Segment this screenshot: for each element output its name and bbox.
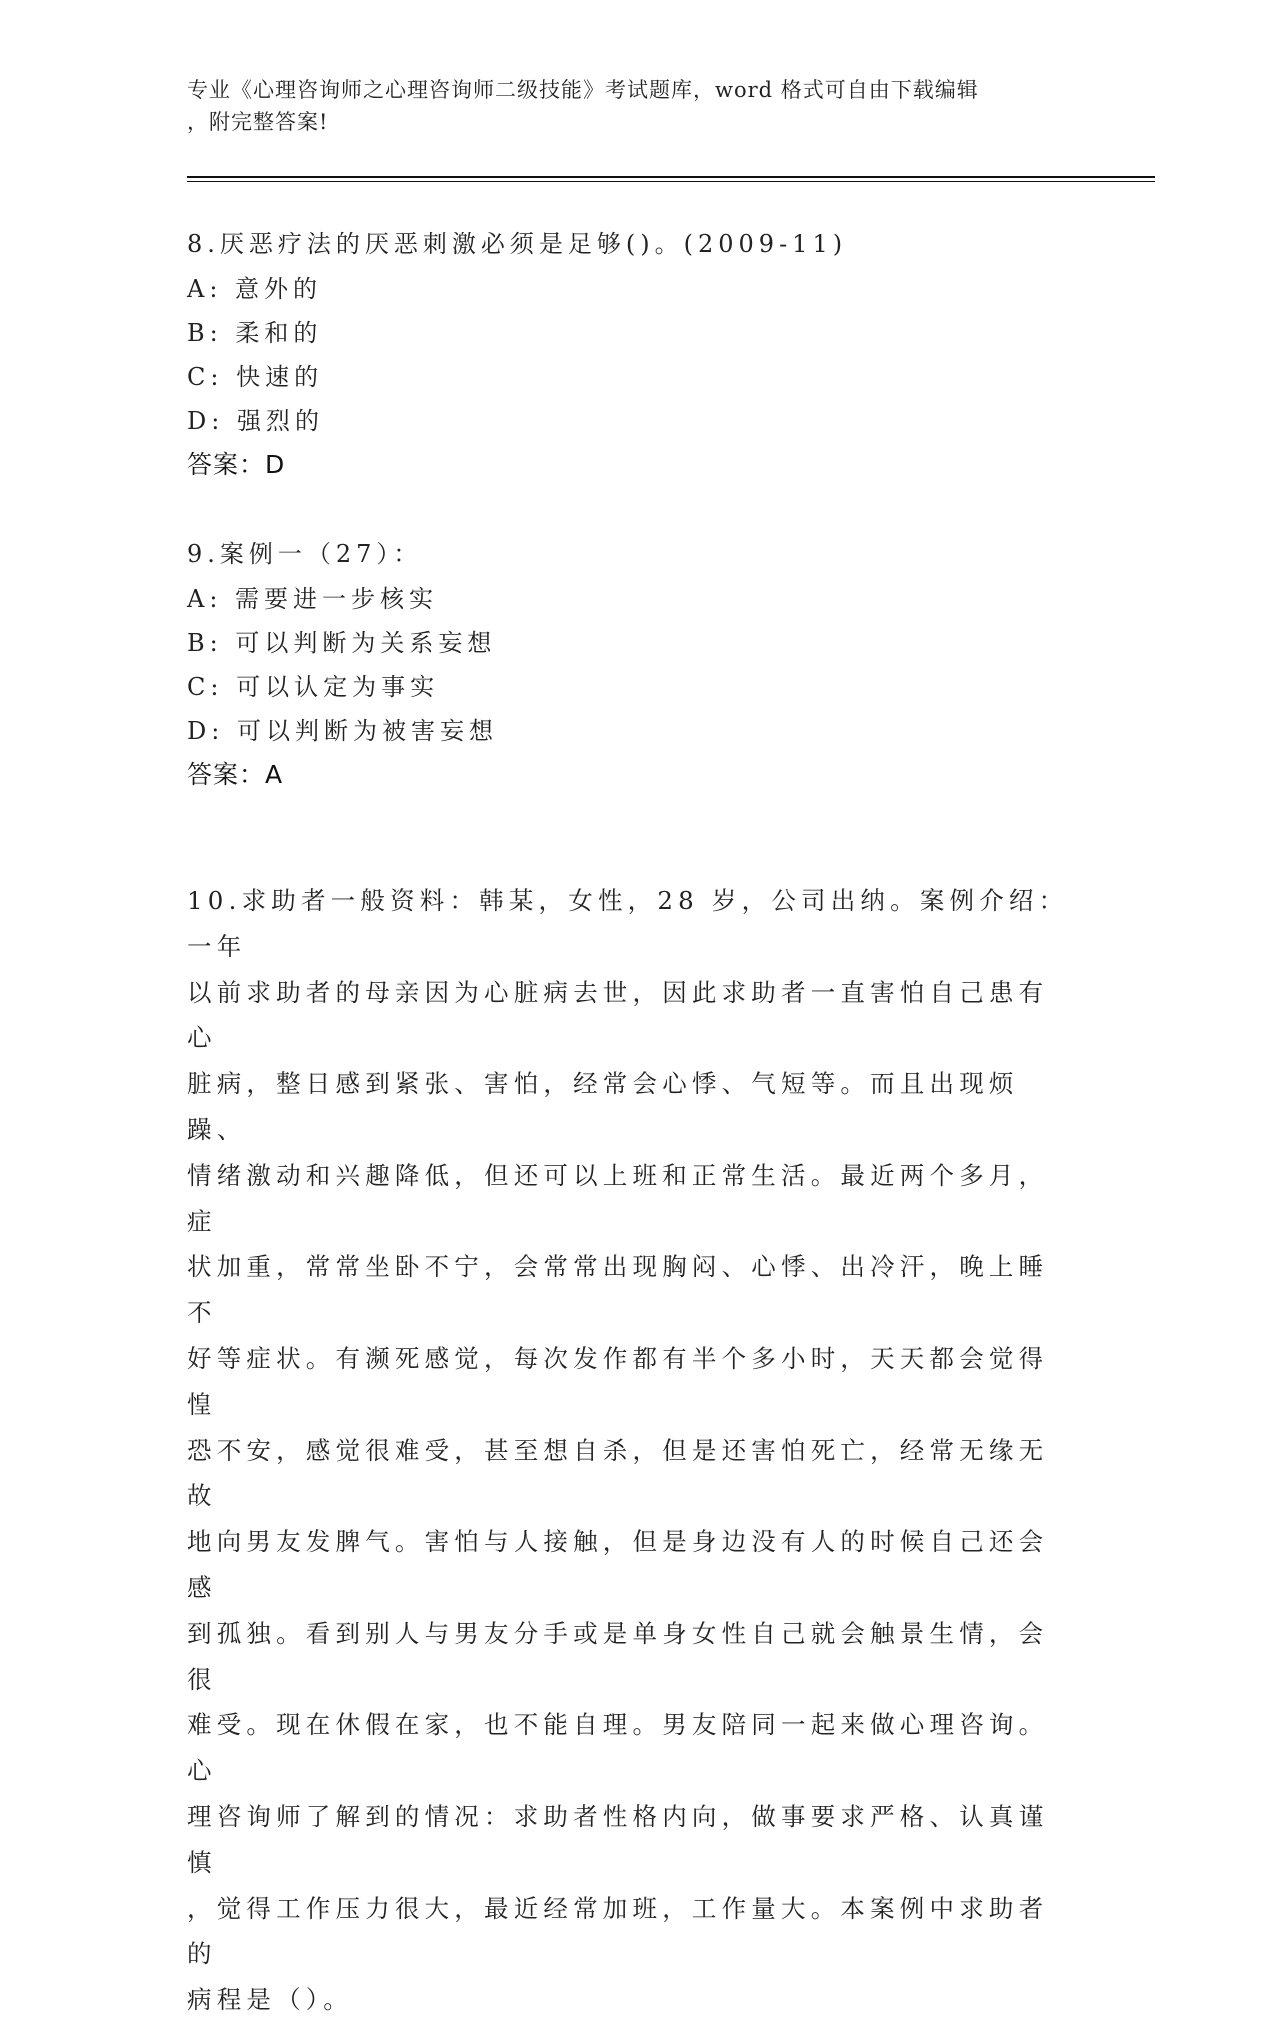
header-line-1: 专业《心理咨询师之心理咨询师二级技能》考试题库，word 格式可自由下载编辑 bbox=[187, 78, 979, 102]
option-d: D: 强烈的 bbox=[187, 407, 324, 435]
option-a: A: 意外的 bbox=[187, 275, 323, 303]
question-text-line: 好等症状。有濒死感觉，每次发作都有半个多小时，天天都会觉得惶 bbox=[187, 1343, 1049, 1419]
question-10 bbox=[187, 878, 1077, 2023]
question-text-line: 理咨询师了解到的情况：求助者性格内向，做事要求严格、认真谨慎 bbox=[187, 1801, 1049, 1877]
question-text-line: 恐不安，感觉很难受，甚至想自杀，但是还害怕死亡，经常无缘无故 bbox=[187, 1435, 1049, 1511]
option-b: B: 可以判断为关系妄想 bbox=[187, 629, 497, 657]
option-d: D: 可以判断为被害妄想 bbox=[187, 717, 498, 745]
question-text-line: 难受。现在休假在家，也不能自理。男友陪同一起来做心理咨询。心 bbox=[187, 1710, 1049, 1786]
header-divider-thick bbox=[187, 176, 1155, 178]
question-text-line: 以前求助者的母亲因为心脏病去世，因此求助者一直害怕自己患有心 bbox=[187, 977, 1049, 1053]
question-text-line: ，觉得工作压力很大，最近经常加班，工作量大。本案例中求助者的 bbox=[187, 1893, 1049, 1969]
question-text-line: 地向男友发脾气。害怕与人接触，但是身边没有人的时候自己还会感 bbox=[187, 1527, 1049, 1602]
question-stem: 8.厌恶疗法的厌恶刺激必须是足够()。(2009-11) bbox=[187, 230, 848, 258]
question-text-line: 到孤独。看到别人与男友分手或是单身女性自己就会触景生情，会很 bbox=[187, 1618, 1049, 1694]
answer: 答案：A bbox=[187, 760, 284, 789]
question-text-line: 情绪激动和兴趣降低，但还可以上班和正常生活。最近两个多月，症 bbox=[187, 1160, 1049, 1236]
option-a: A: 需要进一步核实 bbox=[187, 585, 439, 613]
header-divider-thin bbox=[187, 181, 1155, 182]
question-stem: 9.案例一（27）： bbox=[187, 540, 423, 568]
question-text-line: 10.求助者一般资料：韩某，女性，28 岁，公司出纳。案例介绍：一年 bbox=[187, 886, 1069, 961]
question-text-line: 状加重，常常坐卧不宁，会常常出现胸闷、心悸、出冷汗，晚上睡不 bbox=[187, 1252, 1049, 1328]
option-c: C: 快速的 bbox=[187, 363, 324, 391]
question-text-line: 病程是（）。 bbox=[187, 1985, 353, 2015]
document-header bbox=[187, 74, 1087, 138]
option-b: B: 柔和的 bbox=[187, 319, 323, 347]
header-line-2: ，附完整答案! bbox=[187, 110, 329, 134]
answer: 答案：D bbox=[187, 450, 286, 479]
question-text-line: 脏病，整日感到紧张、害怕，经常会心悸、气短等。而且出现烦躁、 bbox=[187, 1069, 1019, 1144]
option-c: C: 可以认定为事实 bbox=[187, 673, 440, 701]
